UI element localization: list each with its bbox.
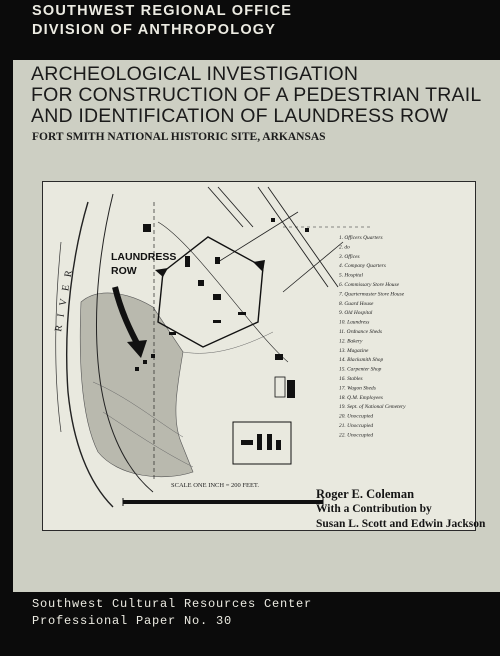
legend-item: 22. Unoccupied [339, 432, 374, 439]
river-label: RIVER [53, 261, 77, 333]
header-office: SOUTHWEST REGIONAL OFFICE [32, 3, 293, 19]
footer-center: Southwest Cultural Resources Center [32, 597, 313, 611]
site-map [42, 181, 476, 531]
legend-item: 21. Unoccupied [339, 423, 374, 429]
legend-item: 5. Hospital [339, 272, 363, 279]
laundress-row-callout-line: LAUNDRESS [111, 251, 177, 263]
legend-item: 11. Ordnance Sheds [339, 329, 382, 335]
map-legend [338, 234, 406, 438]
scale-bar [123, 500, 323, 504]
legend-item: 20. Unoccupied [339, 413, 374, 420]
subtitle: FORT SMITH NATIONAL HISTORIC SITE, ARKANSAS [32, 131, 326, 143]
legend-item: 14. Blacksmith Shop [339, 357, 384, 364]
legend-item: 18. Q.M. Employees [339, 394, 383, 401]
legend-item: 6. Commissary Store House [339, 282, 399, 288]
legend-item: 9. Old Hospital [339, 310, 373, 317]
author-name: Roger E. Coleman [316, 487, 415, 501]
legend-item: 13. Magazine [339, 347, 369, 354]
title-line-1: ARCHEOLOGICAL INVESTIGATION [31, 63, 359, 85]
legend-item: 3. Offices [339, 253, 360, 260]
legend-item: 19. Sept. of National Cemetery [339, 404, 406, 411]
legend-item: 7. Quartermaster Store House [339, 291, 405, 298]
legend-item: 12. Bakery [339, 338, 363, 345]
footer-band [0, 592, 500, 656]
svg-text:ROW: ROW [111, 265, 137, 277]
scale-text: SCALE ONE INCH = 200 FEET. [171, 482, 260, 489]
title-line-3: AND IDENTIFICATION OF LAUNDRESS ROW [31, 105, 449, 127]
header-division: DIVISION OF ANTHROPOLOGY [32, 22, 277, 38]
contributors: Susan L. Scott and Edwin Jackson [316, 518, 486, 530]
legend-item: 15. Carpenter Shop [339, 366, 382, 373]
legend-item: 1. Officers Quarters [339, 235, 383, 241]
legend-item: 8. Guard House [339, 300, 374, 307]
cover-panel [13, 60, 500, 592]
legend-item: 10. Laundress [339, 319, 370, 326]
legend-item: 4. Company Quarters [339, 263, 386, 270]
site-map-drawing [43, 182, 475, 530]
legend-item: 17. Wagon Sheds [339, 385, 376, 392]
title-line-2: FOR CONSTRUCTION OF A PEDESTRIAN TRAIL [31, 84, 482, 106]
legend-item: 16. Stables [339, 376, 363, 382]
footer-series: Professional Paper No. 30 [32, 614, 233, 628]
contribution-note: With a Contribution by [316, 503, 432, 515]
legend-item: 2. do [339, 244, 350, 251]
bluff-hatching [80, 293, 193, 477]
header-band [0, 0, 500, 60]
